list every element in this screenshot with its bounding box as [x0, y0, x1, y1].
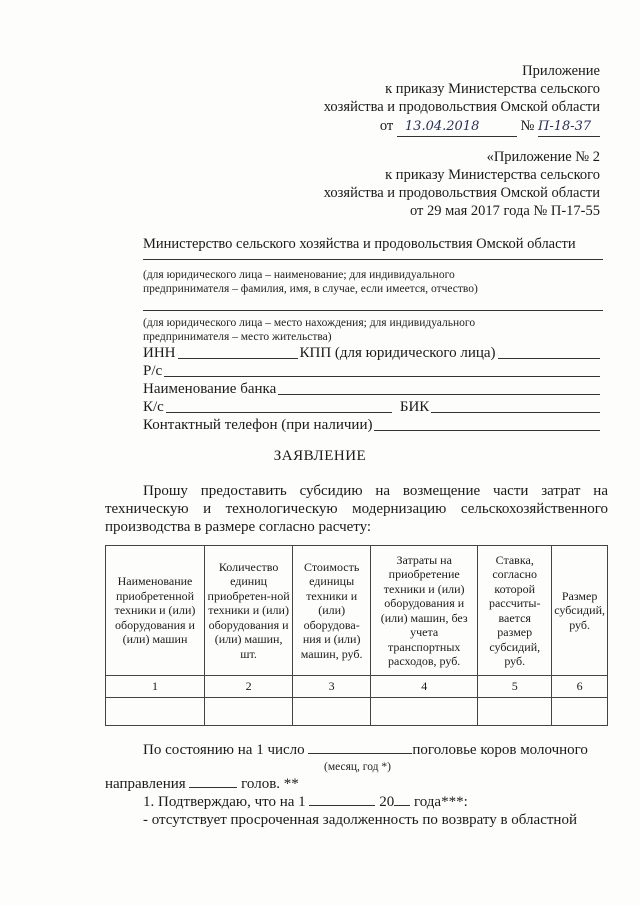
rs-label: Р/с: [143, 363, 163, 379]
subsidy-table: [105, 545, 608, 726]
table-header-cell: Размер субсидий, руб.: [552, 546, 608, 676]
handwritten-date: 13.04.2018: [397, 118, 517, 137]
state-text1: По состоянию на 1 число: [143, 742, 305, 758]
column-number: 6: [552, 676, 608, 698]
state-text4: голов. **: [241, 776, 299, 792]
ks-bik-row: [143, 398, 602, 416]
state-text3: направления: [105, 776, 186, 792]
bank-label: Наименование банка: [143, 381, 277, 397]
inn-kpp-row: [143, 344, 602, 362]
phone-row: [143, 416, 602, 434]
hint-applicant-name: (для юридического лица – наименование; для индивидуального предпринимателя – фамилия, имя, в случае, если имеется, отчество): [143, 269, 478, 295]
appendix2-order-line: к приказу Министерства сельского: [385, 167, 600, 183]
appendix2-header: [324, 148, 600, 220]
state-text2: поголовье коров молочного: [412, 742, 588, 758]
ks-field[interactable]: [166, 411, 392, 413]
appendix-date-line: от 13.04.2018 № П-18-37: [324, 117, 600, 137]
bank-row: [143, 380, 602, 398]
confirm-date-field[interactable]: [309, 805, 375, 806]
address-line[interactable]: [143, 310, 603, 311]
state-line: [143, 742, 608, 759]
table-cell[interactable]: [293, 698, 371, 726]
table-header-cell: Затраты на приобретение техники и (или) оборудования и (или) машин, без учета транспортных расходов, руб.: [371, 546, 478, 676]
column-number: 2: [205, 676, 293, 698]
phone-label: Контактный телефон (при наличии): [143, 417, 373, 433]
hint-address: (для юридического лица – место нахождения; для индивидуального предпринимателя – место жительства): [143, 317, 476, 343]
inn-label: ИНН: [143, 345, 176, 361]
handwritten-number: П-18-37: [538, 118, 600, 137]
confirm-line: [143, 794, 468, 811]
rs-row: [143, 362, 602, 380]
table-header-cell: Ставка, согласно которой рассчиты-вается размер субсидий, руб.: [478, 546, 552, 676]
confirm-item: - отсутствует просроченная задолженность по возврату в областной: [143, 812, 577, 828]
table-header-cell: Стоимость единицы техники и (или) оборудова-ния и (или) машин, руб.: [293, 546, 371, 676]
table-header-row: [106, 546, 608, 676]
confirm-text: 1. Подтверждаю, что на 1: [143, 794, 306, 810]
month-year-hint: (месяц, год *): [324, 761, 391, 773]
rs-field[interactable]: [164, 375, 600, 377]
heads-count-field[interactable]: [189, 787, 237, 788]
appendix-title: Приложение: [522, 63, 600, 79]
recipient-name: Министерство сельского хозяйства и продовольствия Омской области: [143, 236, 603, 260]
inn-field[interactable]: [178, 357, 298, 359]
bank-field[interactable]: [278, 393, 600, 395]
request-paragraph: Прошу предоставить субсидию на возмещение части затрат на техническую и технологическую модернизацию сельскохозяйственного производства в размере согласно расчету:: [105, 483, 608, 535]
confirm-year: 20: [379, 794, 395, 810]
appendix-ministry-line: хозяйства и продовольствия Омской области: [323, 99, 600, 115]
kpp-field[interactable]: [498, 357, 600, 359]
phone-field[interactable]: [374, 429, 600, 431]
table-cell[interactable]: [371, 698, 478, 726]
table-cell[interactable]: [552, 698, 608, 726]
table-number-row: [106, 676, 608, 698]
column-number: 4: [371, 676, 478, 698]
table-row[interactable]: [106, 698, 608, 726]
table-header-cell: Количество единиц приобретен-ной техники и (или) оборудования и (или) машин, шт.: [205, 546, 293, 676]
table-cell[interactable]: [205, 698, 293, 726]
table-cell[interactable]: [478, 698, 552, 726]
kpp-label: КПП (для юридического лица): [299, 345, 496, 361]
column-number: 1: [106, 676, 205, 698]
bik-field[interactable]: [431, 411, 600, 413]
column-number: 5: [478, 676, 552, 698]
ks-label: К/с: [143, 399, 164, 415]
document-title: ЗАЯВЛЕНИЕ: [273, 448, 367, 464]
table-header-cell: Наименование приобретенной техники и (или) оборудования и (или) машин: [106, 546, 205, 676]
bik-label: БИК: [399, 399, 430, 415]
appendix2-title: «Приложение № 2: [486, 149, 600, 165]
appendix-order-line: к приказу Министерства сельского: [385, 81, 600, 97]
table-cell[interactable]: [106, 698, 205, 726]
appendix2-date-line: от 29 мая 2017 года № П-17-55: [409, 203, 600, 219]
heads-line: [105, 776, 299, 793]
appendix2-ministry-line: хозяйства и продовольствия Омской области: [323, 185, 600, 201]
confirm-year-field[interactable]: [394, 805, 410, 806]
confirm-year-suffix: года***:: [413, 794, 468, 810]
month-year-field[interactable]: [308, 753, 412, 754]
column-number: 3: [293, 676, 371, 698]
appendix-header: [324, 62, 600, 137]
